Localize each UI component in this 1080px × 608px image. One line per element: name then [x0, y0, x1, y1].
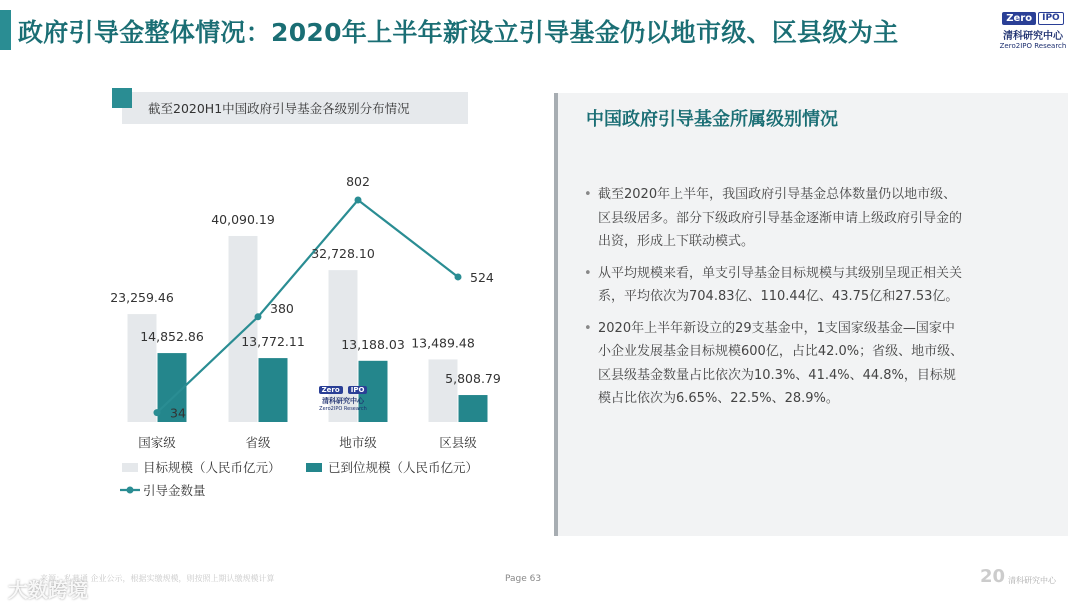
logo-ipo: IPO [1038, 12, 1064, 25]
line-layer [154, 196, 462, 416]
logo-brand: Zero [1002, 12, 1036, 25]
chart-header-text: 截至2020H1中国政府引导基金各级别分布情况 [148, 101, 410, 116]
legend-count-label: 引导金数量 [143, 483, 206, 498]
chart-watermark-cn: 清科研究中心 [322, 397, 364, 405]
bar-target-label: 40,090.19 [211, 211, 275, 227]
logo-en: Zero2IPO Research [999, 42, 1067, 50]
zero2ipo-logo [994, 10, 1072, 56]
bar-arrived-label: 13,188.03 [341, 336, 405, 352]
page-number: Page 63 [505, 574, 542, 584]
legend-arrived-label: 已到位规模（人民币亿元） [328, 460, 479, 475]
page-title: 政府引导金整体情况：2020年上半年新设立引导基金仍以地市级、区县级为主 [18, 18, 899, 47]
footer-source: 来源：私募通 企业公示，根据实缴规模，则按照上期认缴规模计算 [40, 574, 275, 583]
bar-target [429, 359, 458, 422]
count-label: 802 [346, 173, 370, 189]
count-point [154, 409, 161, 416]
bar-target-label: 13,489.48 [411, 335, 475, 351]
count-point [455, 273, 462, 280]
count-point [255, 313, 262, 320]
bar-arrived-label: 13,772.11 [241, 334, 305, 350]
bar-target [229, 236, 258, 422]
category-label: 国家级 [138, 435, 176, 450]
count-line [157, 200, 458, 413]
legend [120, 460, 478, 498]
summary-panel [554, 93, 1068, 536]
category-label: 地市级 [339, 435, 377, 450]
category-label: 区县级 [439, 435, 477, 450]
chart-watermark-brand: Zero [319, 386, 343, 394]
bullet-item: • 从平均规模来看，单支引导基金目标规模与其级别呈现正相关关系，平均依次为704.83亿、110.44亿、43.75亿和27.53亿。 [584, 262, 964, 309]
bar-arrived [259, 358, 288, 422]
corner-watermark: 大数跨境 [8, 578, 88, 602]
footer-mark: 20 [980, 566, 1006, 587]
legend-arrived-swatch [306, 463, 322, 472]
count-label: 524 [470, 269, 494, 285]
legend-target-swatch [122, 463, 138, 472]
count-label: 34 [170, 405, 186, 421]
count-point [355, 196, 362, 203]
chart-watermark-logo [314, 377, 372, 411]
legend-target-label: 目标规模（人民币亿元） [143, 460, 281, 475]
footer-brand: 清科研究中心 [1008, 576, 1056, 585]
bullet-item: • 截至2020年上半年，我国政府引导基金总体数量仍以地市级、区县级居多。部分下级政府引导基金逐渐申请上级政府引导金的出资，形成上下联动模式。 [584, 183, 964, 254]
bar-target-label: 32,728.10 [311, 246, 375, 262]
bar-arrived [459, 395, 488, 422]
chart-watermark-ipo: IPO [348, 386, 368, 394]
bar-target-label: 23,259.46 [110, 290, 174, 306]
chart-watermark-en: Zero2IPO Research [319, 406, 367, 412]
logo-cn: 清科研究中心 [1003, 31, 1063, 42]
bullet-list [584, 183, 964, 419]
category-label: 省级 [245, 435, 271, 450]
bar-arrived-label: 5,808.79 [445, 371, 501, 387]
bar-arrived-label: 14,852.86 [140, 329, 204, 345]
bullet-item: • 2020年上半年新设立的29支基金中，1支国家级基金—国家中小企业发展基金目标规模600亿，占比42.0%；省级、地市级、区县级基金数量占比依次为10.3%、41.4%、44.8%，目标规模占比依次为6.65%、22.5%、28.9%。 [584, 317, 964, 411]
panel-title: 中国政府引导基金所属级别情况 [586, 109, 838, 130]
legend-count-point [127, 487, 134, 494]
count-label: 380 [270, 300, 294, 316]
